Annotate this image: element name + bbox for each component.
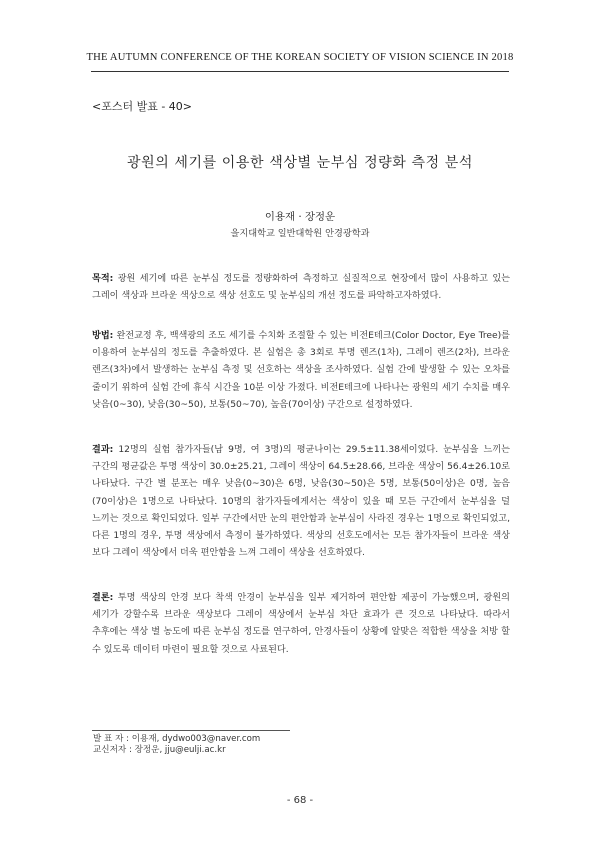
footnote-corresponding-author: 교신저자 : 장정운, jju@eulji.ac.kr [93,745,226,755]
author-list: 이용재 · 장정운 [264,211,336,223]
section-purpose-text: 광원 세기에 따른 눈부심 정도를 정량화하여 측정하고 실질적으로 현장에서 많이 사용하고 있는 그레이 색상과 브라운 색상으로 색상 선호도 및 눈부심의 개선 정도를 파악하고자하였다. [92,274,510,302]
author-affiliation: 을지대학교 일반대학원 안경광학과 [230,228,370,239]
header-divider [91,71,509,72]
section-results-label: 결과: [92,445,114,455]
footnote-presenter: 발 표 자 : 이용재, dydwo003@naver.com [93,734,261,744]
section-purpose-label: 목적: [92,274,114,284]
section-methods-text: 완전교정 후, 백색광의 조도 세기를 수치화 조절할 수 있는 비전E테크(Color Doctor, Eye Tree)를 이용하여 눈부심의 정도를 추출하였다. 본 실험은 총 3회로 투명 렌즈(1차), 그레이 렌즈(2차), 브라운 렌즈(3차)에서 발생하는 눈부심 측정 및 선호하는 색상을 조사하였다. 실험 간에 발생할 수 있는 오차를 줄이기 위하여 실험 간에 휴식 시간을 10분 이상 가졌다. 비전E테크에 나타나는 광원의 세기 수치를 매우 낮음(0~30), 낮음(30~50), 보통(50~70), 높음(70이상) 구간으로 설정하였다. [92,331,510,410]
section-conclusion-label: 결론: [92,593,114,603]
section-conclusion-text: 투명 색상의 안경 보다 착색 안경이 눈부심을 일부 제거하여 편안함 제공이 가능했으며, 광원의 세기가 강할수록 브라운 색상보다 그레이 색상에서 눈부심 차단 효과가 큰 것으로 나타났다. 따라서 추후에는 색상 별 농도에 따른 눈부심 정도를 연구하여, 안경사들이 상황에 알맞은 적합한 색상을 처방 할 수 있도록 데이터 마련이 필요할 것으로 사료된다. [92,593,510,655]
footnote-divider [92,730,290,731]
session-label: <포스터 발표 - 40> [92,100,193,113]
section-methods [92,328,510,414]
section-methods-label: 방법: [92,331,114,341]
section-purpose [92,271,510,305]
page-number: - 68 - [286,795,314,806]
section-results-text: 12명의 실험 참가자들(남 9명, 여 3명)의 평균나이는 29.5±11.38세이었다. 눈부심을 느끼는 구간의 평균값은 투명 색상이 30.0±25.21, 그레이 색상이 64.5±28.66, 브라운 색상이 56.4±26.10로 나타났다. 구간 별 분포는 매우 낮음(0~30)은 6명, 낮음(30~50)은 5명, 보통(50이상)은 0명, 높음(70이상)은 1명으로 나타났다. 10명의 참가자들에게서는 색상이 있을 때 모든 구간에서 눈부심을 덜 느끼는 것으로 확인되었다. 일부 구간에서만 눈의 편안함과 눈부심이 사라진 경우는 1명으로 확인되었고, 다른 1명의 경우, 투명 색상에서 측정이 불가하였다. 색상의 선호도에서는 모든 참가자들이 브라운 색상 보다 그레이 색상에서 더욱 편안함을 느껴 그레이 색상을 선호하였다. [92,445,510,559]
conference-header: THE AUTUMN CONFERENCE OF THE KOREAN SOCIETY OF VISION SCIENCE IN 2018 [86,52,514,63]
paper-title: 광원의 세기를 이용한 색상별 눈부심 정량화 측정 분석 [126,155,474,171]
section-results [92,442,510,562]
section-conclusion [92,590,510,659]
